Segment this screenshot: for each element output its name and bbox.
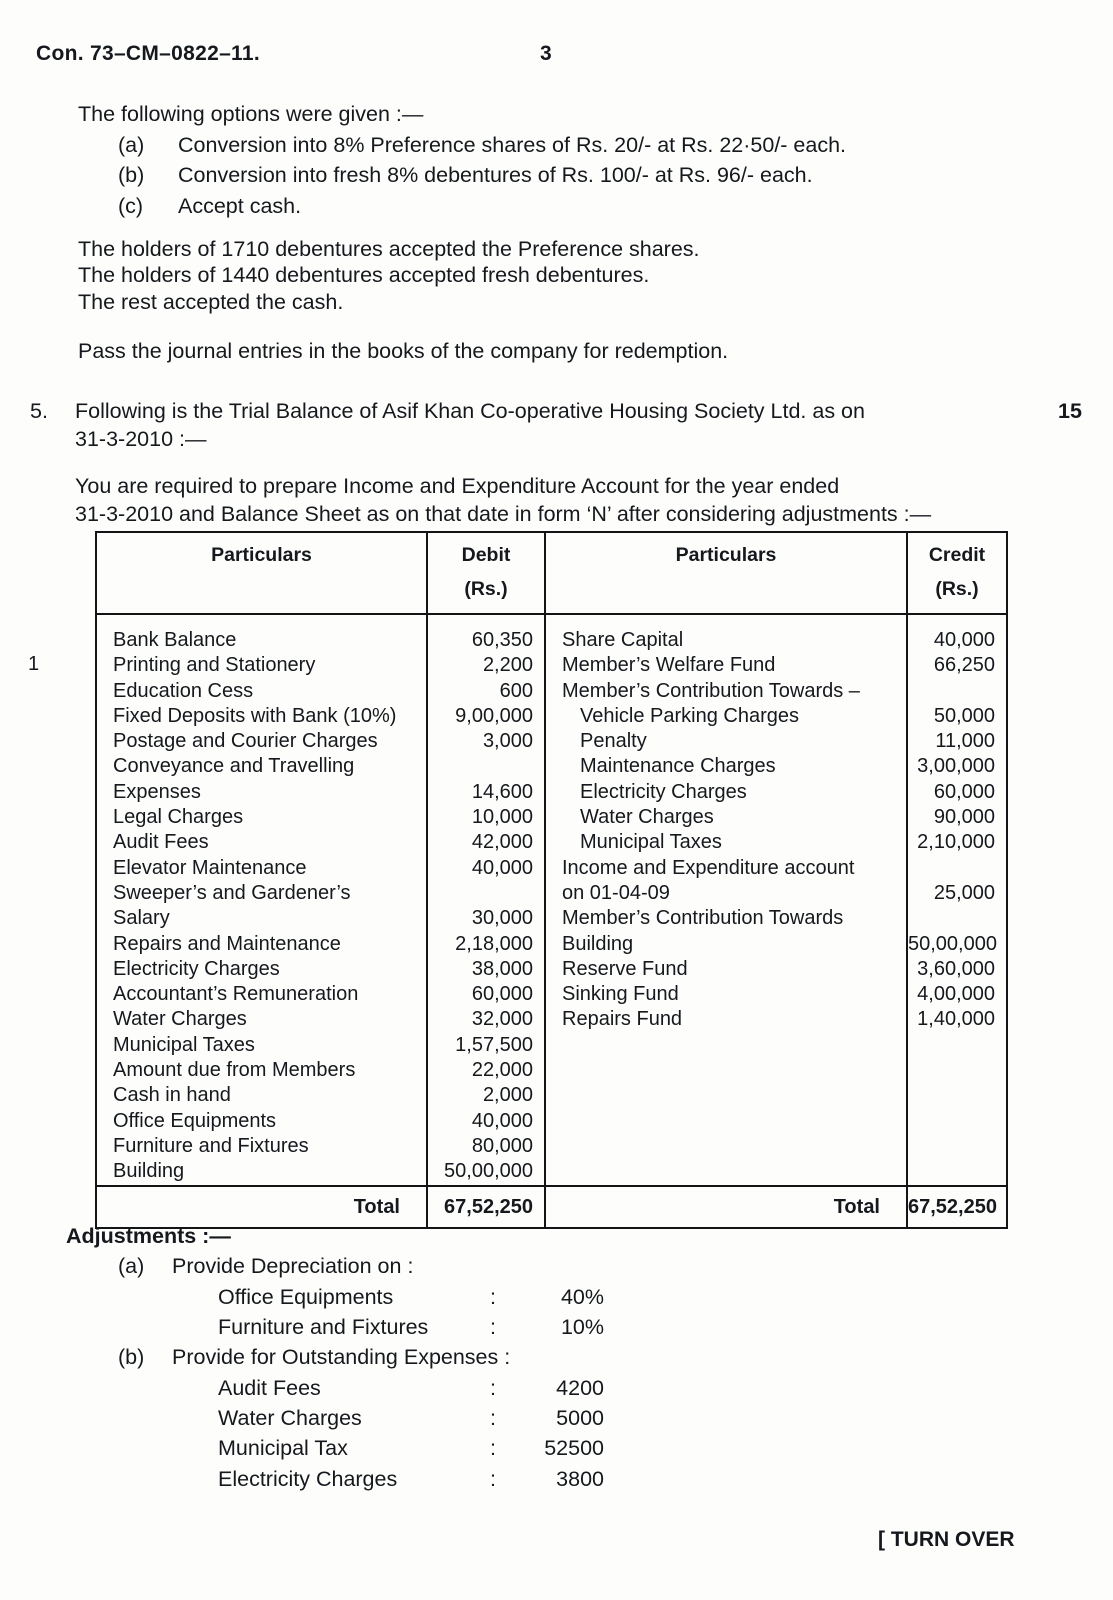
header-debit-unit: (Rs.) bbox=[464, 578, 508, 600]
header-particulars-debit bbox=[97, 533, 428, 613]
credit-row-amount: 11,000 bbox=[935, 730, 995, 753]
debit-row-name: Salary bbox=[113, 907, 170, 930]
credit-row-amount: 1,40,000 bbox=[917, 1008, 995, 1031]
adjustment-b-item-2-key: Water Charges bbox=[218, 1406, 362, 1430]
option-c-label: (c) bbox=[118, 194, 144, 218]
header-credit bbox=[908, 533, 1006, 613]
debit-row-name: Furniture and Fixtures bbox=[113, 1134, 309, 1157]
adjustments-title: Adjustments :— bbox=[66, 1224, 231, 1248]
header-particulars-debit-label: Particulars bbox=[211, 544, 312, 566]
debit-row-name: Office Equipments bbox=[113, 1109, 277, 1132]
adjustment-b-item-2-value: 5000 bbox=[556, 1406, 604, 1430]
credit-row-name: Municipal Taxes bbox=[580, 831, 722, 854]
credit-row-name: Member’s Welfare Fund bbox=[562, 654, 776, 677]
debit-row-amount: 2,000 bbox=[482, 1084, 533, 1107]
debit-row-name: Sweeper’s and Gardener’s bbox=[113, 881, 351, 904]
debit-row-amount: 30,000 bbox=[471, 907, 533, 930]
adjustment-a-item-2-key: Furniture and Fixtures bbox=[218, 1315, 429, 1339]
adjustment-a-item-1 bbox=[218, 1285, 604, 1310]
adjustment-a-item-1-value: 40% bbox=[560, 1285, 604, 1309]
debit-row-amount: 2,18,000 bbox=[455, 932, 533, 955]
option-c bbox=[118, 192, 301, 221]
question-5-marks: 15 bbox=[1058, 399, 1082, 423]
credit-row-amount: 40,000 bbox=[933, 629, 995, 651]
credit-row-amount: 2,10,000 bbox=[917, 831, 995, 854]
total-label-debit: Total bbox=[97, 1187, 428, 1227]
adjustment-b-item-1-key: Audit Fees bbox=[218, 1376, 321, 1400]
question-5-line-3: You are required to prepare Income and Expenditure Account for the year ended bbox=[75, 474, 840, 498]
adjustment-b-item-2-sep: : bbox=[490, 1406, 496, 1430]
debit-row-amount bbox=[428, 754, 533, 779]
debit-row-amount: 60,000 bbox=[471, 983, 533, 1006]
journal-instruction: Pass the journal entries in the books of the company for redemption. bbox=[78, 339, 729, 363]
credit-row-amount: 50,00,000 bbox=[908, 932, 997, 955]
credit-row-amount bbox=[908, 906, 995, 931]
credit-row-name: Electricity Charges bbox=[580, 780, 747, 803]
credit-row-name: Reserve Fund bbox=[562, 957, 688, 980]
adjustment-b-item-1-sep: : bbox=[490, 1376, 496, 1400]
adjustment-a bbox=[118, 1254, 413, 1279]
adjustment-b-item-4-value: 3800 bbox=[556, 1467, 604, 1491]
option-a bbox=[118, 131, 846, 160]
header-debit bbox=[428, 533, 546, 613]
trial-balance-table bbox=[95, 531, 1008, 1229]
credit-row-amount: 25,000 bbox=[933, 881, 995, 904]
options-intro: The following options were given :— bbox=[78, 102, 424, 126]
debit-row-name: Legal Charges bbox=[113, 806, 244, 829]
debit-row-name: Fixed Deposits with Bank (10%) bbox=[113, 704, 397, 727]
adjustment-a-text: Provide Depreciation on : bbox=[172, 1254, 414, 1278]
credit-row-amount: 3,60,000 bbox=[917, 957, 995, 980]
adjustment-b-text: Provide for Outstanding Expenses : bbox=[172, 1345, 511, 1369]
paper-code: Con. 73–CM–0822–11. bbox=[36, 42, 260, 65]
adjustment-b-item-3-sep: : bbox=[490, 1436, 496, 1460]
header-credit-unit: (Rs.) bbox=[935, 578, 979, 600]
holders-line-3: The rest accepted the cash. bbox=[78, 290, 344, 314]
debit-row-amount: 50,00,000 bbox=[444, 1160, 533, 1183]
page-number: 3 bbox=[540, 42, 552, 65]
credit-row-name: on 01-04-09 bbox=[562, 881, 670, 904]
debit-row-amount: 80,000 bbox=[471, 1134, 533, 1157]
adjustment-a-item-2-value: 10% bbox=[560, 1315, 604, 1339]
credit-row-name: Maintenance Charges bbox=[580, 755, 776, 778]
header-particulars-credit-label: Particulars bbox=[675, 544, 777, 566]
debit-row-name: Bank Balance bbox=[113, 629, 237, 651]
debit-row-amount: 10,000 bbox=[471, 806, 533, 829]
adjustment-b-item-4-key: Electricity Charges bbox=[218, 1467, 398, 1491]
total-label-credit: Total bbox=[546, 1187, 908, 1227]
debit-row-name: Water Charges bbox=[113, 1008, 247, 1031]
question-5-line-2: 31-3-2010 :— bbox=[75, 427, 207, 451]
debit-row-name: Expenses bbox=[113, 780, 201, 803]
credit-row-name: Sinking Fund bbox=[562, 983, 679, 1006]
credit-row-name: Building bbox=[562, 932, 634, 955]
credit-row-name: Member’s Contribution Towards bbox=[562, 907, 844, 930]
adjustment-a-item-1-key: Office Equipments bbox=[218, 1285, 394, 1309]
turn-over-footer: [ TURN OVER bbox=[878, 1528, 1015, 1551]
debit-row-amount: 22,000 bbox=[471, 1059, 533, 1082]
question-5-line-1: Following is the Trial Balance of Asif Khan Co-operative Housing Society Ltd. as on bbox=[75, 399, 865, 423]
table-total-row bbox=[97, 1185, 1006, 1227]
credit-row-name: Member’s Contribution Towards – bbox=[562, 679, 860, 702]
credit-row-amount: 4,00,000 bbox=[917, 983, 995, 1006]
credit-row-amount: 3,00,000 bbox=[917, 755, 995, 778]
header-debit-label: Debit bbox=[461, 544, 511, 566]
debit-row-name: Printing and Stationery bbox=[113, 654, 316, 677]
debit-row-amount: 14,600 bbox=[471, 780, 533, 803]
credit-row-amount bbox=[908, 679, 995, 704]
adjustment-b bbox=[118, 1345, 510, 1370]
credit-row-amount: 90,000 bbox=[933, 806, 995, 829]
debit-row-amount: 38,000 bbox=[471, 957, 533, 980]
option-a-text: Conversion into 8% Preference shares of Rs. 20/- at Rs. 22·50/- each. bbox=[178, 133, 847, 157]
debit-row-name: Conveyance and Travelling bbox=[113, 755, 355, 778]
adjustment-a-item-2 bbox=[218, 1315, 604, 1340]
holders-line-2: The holders of 1440 debentures accepted fresh debentures. bbox=[78, 263, 650, 287]
total-debit-amount: 67,52,250 bbox=[428, 1187, 546, 1227]
debit-row-name: Cash in hand bbox=[113, 1084, 231, 1107]
credit-row-amount: 60,000 bbox=[933, 780, 995, 803]
margin-marker: 1 bbox=[28, 653, 40, 675]
adjustment-b-item-4-sep: : bbox=[490, 1467, 496, 1491]
debit-row-amount: 600 bbox=[499, 679, 533, 702]
debit-row-name: Accountant’s Remuneration bbox=[113, 983, 359, 1006]
debit-row-name: Amount due from Members bbox=[113, 1059, 356, 1082]
adjustment-a-item-2-sep: : bbox=[490, 1315, 496, 1339]
debit-particulars-column bbox=[97, 615, 428, 1185]
adjustment-b-item-2 bbox=[218, 1406, 604, 1431]
option-b-text: Conversion into fresh 8% debentures of Rs. 100/- at Rs. 96/- each. bbox=[178, 163, 813, 187]
debit-row-name: Repairs and Maintenance bbox=[113, 932, 341, 955]
table-body bbox=[97, 615, 1006, 1185]
option-a-label: (a) bbox=[118, 133, 145, 157]
credit-row-name: Water Charges bbox=[580, 806, 714, 829]
credit-row-name: Income and Expenditure account bbox=[562, 856, 855, 879]
debit-row-amount bbox=[428, 881, 533, 906]
credit-row-name: Vehicle Parking Charges bbox=[580, 704, 800, 727]
question-5-line-4: 31-3-2010 and Balance Sheet as on that date in form ‘N’ after considering adjustments :— bbox=[75, 502, 932, 526]
adjustment-b-item-3-key: Municipal Tax bbox=[218, 1436, 348, 1460]
adjustment-b-item-1-value: 4200 bbox=[556, 1376, 604, 1400]
credit-row-amount: 66,250 bbox=[933, 654, 995, 677]
debit-row-amount: 9,00,000 bbox=[455, 704, 533, 727]
credit-row-name: Repairs Fund bbox=[562, 1008, 683, 1031]
debit-row-amount: 1,57,500 bbox=[455, 1033, 533, 1056]
debit-row-name: Education Cess bbox=[113, 679, 254, 702]
debit-row-amount: 3,000 bbox=[482, 730, 533, 753]
credit-row-amount: 50,000 bbox=[933, 704, 995, 727]
debit-row-amount: 32,000 bbox=[471, 1008, 533, 1031]
debit-row-amount: 42,000 bbox=[471, 831, 533, 854]
adjustment-b-item-4 bbox=[218, 1467, 604, 1492]
debit-row-name: Municipal Taxes bbox=[113, 1033, 255, 1056]
credit-row-name: Share Capital bbox=[562, 629, 684, 651]
debit-amount-column bbox=[428, 615, 546, 1185]
adjustment-b-item-3 bbox=[218, 1436, 604, 1461]
adjustment-b-item-1 bbox=[218, 1376, 604, 1401]
header-credit-label: Credit bbox=[928, 544, 986, 566]
debit-row-name: Audit Fees bbox=[113, 831, 209, 854]
adjustment-b-item-3-value: 52500 bbox=[544, 1436, 604, 1460]
credit-row-amount bbox=[908, 856, 995, 881]
adjustment-a-label: (a) bbox=[118, 1254, 145, 1278]
total-credit-amount: 67,52,250 bbox=[908, 1195, 997, 1218]
debit-row-name: Elevator Maintenance bbox=[113, 856, 307, 879]
option-c-text: Accept cash. bbox=[178, 194, 302, 218]
adjustment-a-item-1-sep: : bbox=[490, 1285, 496, 1309]
debit-row-name: Building bbox=[113, 1160, 185, 1183]
credit-particulars-column bbox=[546, 615, 908, 1185]
credit-row-name: Penalty bbox=[580, 730, 647, 753]
question-5-number: 5. bbox=[30, 399, 48, 423]
table-header-row bbox=[97, 533, 1006, 615]
adjustment-b-label: (b) bbox=[118, 1345, 145, 1369]
header-particulars-credit bbox=[546, 533, 908, 613]
debit-row-name: Electricity Charges bbox=[113, 957, 280, 980]
option-b-label: (b) bbox=[118, 163, 145, 187]
debit-row-amount: 2,200 bbox=[482, 654, 533, 677]
debit-row-name: Postage and Courier Charges bbox=[113, 730, 378, 753]
credit-amount-column bbox=[908, 615, 1006, 1185]
debit-row-amount: 40,000 bbox=[471, 1109, 533, 1132]
debit-row-amount: 60,350 bbox=[471, 629, 533, 651]
option-b bbox=[118, 161, 813, 190]
holders-line-1: The holders of 1710 debentures accepted the Preference shares. bbox=[78, 237, 700, 261]
debit-row-amount: 40,000 bbox=[471, 856, 533, 879]
